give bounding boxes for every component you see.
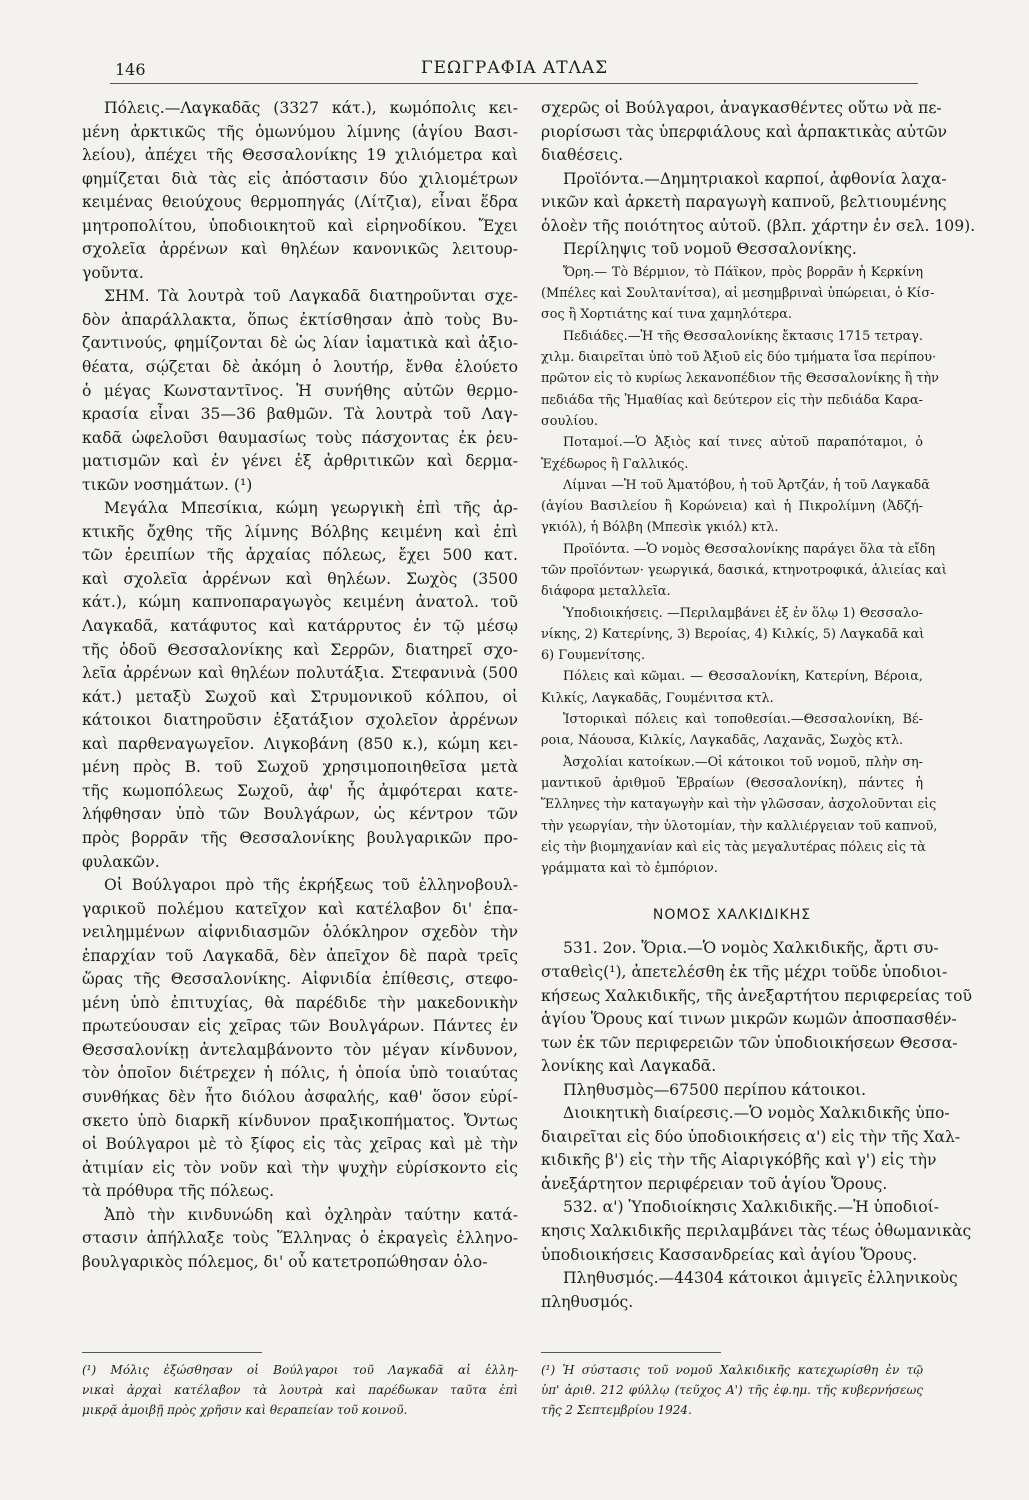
footnote-line: (¹) Μόλις ἐξώσθησαν οἱ Βούλγαροι τοῦ Λαγκαδᾶ αἱ ἑλλη- xyxy=(82,1363,518,1377)
body-line: ἐπαρχίαν τοῦ Λαγκαδᾶ, δὲν ἀπεῖχον δὲ παρὰ τρεῖς xyxy=(82,946,518,965)
body-line: λήφθησαν ὑπὸ τῶν Βουλγάρων, ὡς κέντρον τῶν xyxy=(82,805,518,824)
page-number: 146 xyxy=(115,60,146,79)
summary-line: πεδιάδα τῆς Ἠμαθίας καὶ δεύτερον εἰς τὴν πεδιάδα Καρα- xyxy=(541,392,923,408)
body-line: βουλγαρικὸς πόλεμος, δι' οὗ κατετροπώθησαν ὁλο- xyxy=(82,1252,488,1271)
body-line: ὑποδιοικήσεις Κασσανδρείας καὶ ἁγίου Ὅρους. xyxy=(541,1245,918,1264)
body-line: πρὸς βορρᾶν τῆς Θεσσαλονίκης βουλγαρικῶν προ- xyxy=(82,828,518,847)
section-heading: ΝΟΜΟΣ ΧΑΛΚΙΔΙΚΗΣ xyxy=(652,907,812,924)
summary-line: εἰς τὴν βιομηχανίαν καὶ εἰς τὰς μεγαλυτέρας πόλεις εἰς τὰ xyxy=(541,839,926,855)
body-line: τῆς κωμοπόλεως Σωχοῦ, ἀφ' ἧς ἀμφότεραι κατε- xyxy=(82,781,518,800)
body-line: Προϊόντα.—Δημητριακοὶ καρποί, ἀφθονία λαχα- xyxy=(563,169,947,188)
body-line: ὥρας τῆς Θεσσαλονίκης. Αἰφνιδία ἐπίθεσις, στεφο- xyxy=(82,970,518,989)
body-line: κάτ.) μεταξὺ Σωχοῦ καὶ Στρυμονικοῦ κόλπου, οἱ xyxy=(82,687,518,706)
body-line: καὶ σχολεῖα ἀρρένων καὶ θηλέων. Σωχὸς (3500 xyxy=(82,569,518,588)
body-line: τὸν ὁποῖον διέτρεχεν ἡ πόλις, ἡ ὁποία ὑπὸ τοιαύτας xyxy=(82,1064,518,1083)
summary-line: Ἐχέδωρος ἢ Γαλλικός. xyxy=(541,456,689,472)
summary-line: Ποταμοί.—Ὁ Ἀξιὸς καί τινες αὐτοῦ παραπόταμοι, ὁ xyxy=(563,435,923,451)
body-line: Οἱ Βούλγαροι πρὸ τῆς ἐκρήξεως τοῦ ἑλληνοβουλ- xyxy=(104,876,518,895)
summary-line: (ἁγίου Βασιλείου ἢ Κορώνεια) καὶ ἡ Πικρολίμνη (Ἀδζή- xyxy=(541,499,923,515)
body-line: κησις Χαλκιδικῆς περιλαμβάνει τὰς τέως ὀθωμανικὰς xyxy=(541,1222,972,1240)
body-line: 531. 2ον. Ὅρια.—Ὁ νομὸς Χαλκιδικῆς, ἄρτι συ- xyxy=(563,939,939,958)
left-footnote xyxy=(82,1360,518,1420)
body-line: σχερῶς οἱ Βούλγαροι, ἀναγκασθέντες οὕτω νὰ πε- xyxy=(541,99,942,117)
summary-line: Ὄρη.— Τὸ Βέρμιον, τὸ Πάϊκον, πρὸς βορρᾶν ἡ Κερκίνη xyxy=(563,264,923,280)
summary-line: Πόλεις καὶ κῶμαι. — Θεσσαλονίκη, Κατερίνη, Βέροια, xyxy=(563,669,923,685)
summary-line: Ἱστορικαὶ πόλεις καὶ τοποθεσίαι.—Θεσσαλονίκη, Βέ- xyxy=(563,712,923,728)
body-line: κιδικῆς β') εἰς τὴν τῆς Αἰαριγκόβῆς καὶ γ') εἰς τὴν xyxy=(541,1151,937,1170)
body-line: νειλημμένων αἰφνιδιασμῶν ὁλόκληρον σχεδὸν τὴν xyxy=(82,923,518,942)
summary-block xyxy=(541,262,947,880)
summary-line: Ἕλληνες τὴν καταγωγὴν καὶ τὴν γλῶσσαν, ἀσχολοῦνται εἰς xyxy=(541,797,937,813)
summary-line: γράμματα καὶ τὸ ἐμπόριον. xyxy=(541,861,718,877)
body-line: διαιρεῖται εἰς δύο ὑποδιοικήσεις α') εἰς τὴν τῆς Χαλ- xyxy=(541,1127,961,1146)
body-line: τῶν ἐρειπίων τῆς ἀρχαίας πόλεως, ἔχει 500 κατ. xyxy=(82,546,518,565)
body-line: Πόλεις.—Λαγκαδᾶς (3327 κάτ.), κωμόπολις κει- xyxy=(104,99,518,117)
body-line: μένη ὑπὸ ἐπιτυχίας, θὰ παρέδιδε τὴν μακεδονικὴν xyxy=(82,993,518,1012)
body-line: Λαγκαδᾶ, κατάφυτος καὶ κατάρρυτος ἐν τῷ μέσῳ xyxy=(82,617,518,636)
header-rule xyxy=(110,83,918,84)
summary-line: σος ἢ Χορτιάτης καί τινα χαμηλότερα. xyxy=(541,307,792,323)
summary-line: διάφορα μεταλλεῖα. xyxy=(541,584,671,600)
body-line: ἀνεξάρτητον περιφέρειαν τοῦ ἁγίου Ὄρους. xyxy=(541,1174,888,1193)
body-line: φημίζεται διὰ τὰς εἰς ἀπόστασιν δύο χιλιομέτρων xyxy=(82,169,518,188)
body-line: ἁγίου Ὅρους καί τινων μικρῶν κωμῶν ἀποσπασθέν- xyxy=(541,1010,957,1029)
body-line: καὶ παρθεναγωγεῖον. Λιγκοβάνη (850 κ.), κώμη κει- xyxy=(82,734,518,753)
running-title: ΓΕΩΓΡΑΦΙΑ ΑΤΛΑΣ xyxy=(420,58,609,78)
footnote-line: νικαὶ ἀρχαὶ κατέλαβον τὰ λουτρὰ καὶ παρέδωκαν ταῦτα ἐπὶ xyxy=(82,1383,518,1397)
body-line: σκετο ὑπὸ διαρκῆ κίνδυνον πραξικοπήματος. Ὄντως xyxy=(82,1111,518,1130)
summary-line: Ὑποδιοικήσεις. —Περιλαμβάνει ἐξ ἐν ὅλῳ 1) Θεσσαλο- xyxy=(563,605,923,621)
body-line: Μεγάλα Μπεσίκια, κώμη γεωργικὴ ἐπὶ τῆς ἀρ- xyxy=(104,499,518,518)
summary-line: (Μπέλες καὶ Σουλτανίτσα), αἱ μεσημβριναὶ ὑπώρειαι, ὁ Κίσ- xyxy=(541,286,935,302)
body-line: νικῶν καὶ ἀρκετὴ παραγωγὴ καπνοῦ, βελτιουμένης xyxy=(541,193,947,212)
summary-line: Πεδιάδες.—Ἡ τῆς Θεσσαλονίκης ἔκτασις 1715 τετραγ. xyxy=(563,328,923,344)
body-line: συνθήκας δὲν ἦτο διόλου ἀσφαλής, καθ' ὅσον εὑρί- xyxy=(82,1087,518,1106)
footnote-line: μικρᾷ ἀμοιβῇ πρὸς χρῆσιν καὶ θεραπείαν τοῦ κοινοῦ. xyxy=(82,1403,408,1417)
body-line: ὁ μέγας Κωνσταντῖνος. Ἡ συνήθης αὐτῶν θερμο- xyxy=(82,381,518,400)
body-line: στασιν ἀπήλλαξε τοὺς Ἕλληνας ὁ ἐκραγεὶς ἑλληνο- xyxy=(82,1229,518,1248)
body-line: θέατα, σῴζεται δὲ ἀκόμη ὁ λουτήρ, ἔνθα ἐλούετο xyxy=(82,358,518,377)
body-line: ζαντινούς, φημίζονται δὲ ὡς λίαν ἰαματικὰ καὶ ἀξιο- xyxy=(82,334,518,353)
summary-line: 6) Γουμενίτσης. xyxy=(541,648,646,664)
body-line: τὰ πρόθυρα τῆς πόλεως. xyxy=(82,1182,275,1201)
body-line: ματισμῶν καὶ ἐν γένει ἐξ ἀρθριτικῶν καὶ δερμα- xyxy=(82,452,518,471)
body-line: Περίληψις τοῦ νομοῦ Θεσσαλονίκης. xyxy=(563,240,857,259)
summary-line: Κιλκίς, Λαγκαδᾶς, Γουμένιτσα κτλ. xyxy=(541,690,774,706)
body-line: λείου), ἀπέχει τῆς Θεσσαλονίκης 19 χιλιόμετρα καὶ xyxy=(82,146,518,165)
summary-line: ροια, Νάουσα, Κιλκίς, Λαγκαδᾶς, Λαχανᾶς, Σωχὸς κτλ. xyxy=(541,733,904,749)
body-line: κάτ.), κώμη καπνοπαραγωγὸς κειμένη ἀνατολ. τοῦ xyxy=(82,593,518,612)
body-line: κήσεως Χαλκιδικῆς, τῆς ἀνεξαρτήτου περιφερείας τοῦ xyxy=(541,986,972,1005)
body-line: μένη πρὸς Β. τοῦ Σωχοῦ χρησιμοποιηθεῖσα μετὰ xyxy=(82,758,518,777)
body-line: κάτοικοι διατηροῦσιν ἑξατάξιον σχολεῖον ἀρρένων xyxy=(82,711,518,730)
body-line: Ἀπὸ τὴν κινδυνώδη καὶ ὀχληρὰν ταύτην κατά- xyxy=(104,1205,518,1224)
body-line: ὁλοὲν τῆς ποιότητος αὐτοῦ. (βλπ. χάρτην ἐν σελ. 109). xyxy=(541,216,976,235)
body-line: κειμένας θειούχους θερμοπηγάς (Λίτζια), εἶναι ἕδρα xyxy=(82,193,518,212)
right-column xyxy=(541,97,976,1314)
summary-line: σουλίου. xyxy=(541,413,598,429)
body-line: φυλακῶν. xyxy=(82,852,160,871)
footnote-line: ὑπ' ἀριθ. 212 φύλλῳ (τεῦχος Α') τῆς ἐφ.ημ. τῆς κυβερνήσεως xyxy=(541,1383,923,1397)
right-footnote-rule xyxy=(541,1352,721,1353)
summary-line: Προϊόντα. —Ὁ νομὸς Θεσσαλονίκης παράγει ὅλα τὰ εἴδη xyxy=(563,541,936,557)
body-line: πληθυσμός. xyxy=(541,1292,634,1311)
body-line: Πληθυσμὸς—67500 περίπου κάτοικοι. xyxy=(563,1080,867,1099)
body-line: διαθέσεις. xyxy=(541,146,624,165)
body-line: ἀτιμίαν εἰς τὸν νοῦν καὶ τὴν ψυχὴν εὑρίσκοντο εἰς xyxy=(82,1158,518,1177)
summary-line: Ἀσχολίαι κατοίκων.—Οἱ κάτοικοι τοῦ νομοῦ, πλὴν ση- xyxy=(563,754,923,770)
summary-line: μαντικοῦ ἀριθμοῦ Ἑβραίων (Θεσσαλονίκη), πάντες ἡ xyxy=(541,775,923,791)
body-line: πρωτεύουσαν εἰς χεῖρας τῶν Βουλγάρων. Πάντες ἐν xyxy=(82,1017,518,1036)
body-line: μένη ἀρκτικῶς τῆς ὁμωνύμου λίμνης (ἁγίου Βασι- xyxy=(82,122,518,141)
body-line: κτικῆς ὄχθης τῆς λίμνης Βόλβης κειμένη καὶ ἐπὶ xyxy=(82,522,518,541)
body-line: λονίκης καὶ Λαγκαδᾶ. xyxy=(541,1057,717,1076)
body-line: ΣΗΜ. Τὰ λουτρὰ τοῦ Λαγκαδᾶ διατηροῦνται σχε- xyxy=(104,287,518,306)
body-line: τικῶν νοσημάτων. (¹) xyxy=(82,475,253,494)
summary-line: πρῶτον εἰς τὸ κυρίως λεκανοπέδιον τῆς Θεσσαλονίκης ἢ τὴν xyxy=(541,371,939,387)
body-line: καδᾶ ὠφελοῦσι θαυμασίως τοὺς πάσχοντας ἐκ ῥευ- xyxy=(82,428,518,447)
body-line: Διοικητικὴ διαίρεσις.—Ὁ νομὸς Χαλκιδικῆς ὑπο- xyxy=(563,1104,950,1123)
body-line: οἱ Βούλγαροι μὲ τὸ ξίφος εἰς τὰς χεῖρας καὶ μὲ τὴν xyxy=(82,1135,518,1154)
left-footnote-rule xyxy=(82,1352,262,1353)
right-footnote xyxy=(541,1360,923,1420)
left-column xyxy=(82,97,518,1274)
footnote-line: τῆς 2 Σεπτεμβρίου 1924. xyxy=(541,1403,692,1417)
summary-line: τὴν γεωργίαν, τὴν ὑλοτομίαν, τὴν καλλιέργειαν τοῦ καπνοῦ, xyxy=(541,818,938,834)
summary-line: νίκης, 2) Κατερίνης, 3) Βεροίας, 4) Κιλκίς, 5) Λαγκαδᾶ καὶ xyxy=(541,626,925,642)
body-line: των ἐκ τῶν περιφερειῶν τῶν ὑποδιοικήσεων Θεσσα- xyxy=(541,1033,958,1052)
body-line: ριορίσωσι τὰς ὑπερφιάλους καὶ ἁρπακτικὰς αὐτῶν xyxy=(541,122,947,141)
body-line: μητροπολίτου, ὑποδιοικητοῦ καὶ εἰρηνοδίκου. Ἔχει xyxy=(82,216,518,235)
body-line: 532. α') Ὑποδιοίκησις Χαλκιδικῆς.—Ἡ ὑποδιοί- xyxy=(563,1198,940,1217)
body-line: Θεσσαλονίκῃ ἀντελαμβάνοντο τὸν μέγαν κίνδυνον, xyxy=(82,1040,518,1059)
body-line: σχολεῖα ἀρρένων καὶ θηλέων κανονικῶς λειτουρ- xyxy=(82,240,518,259)
body-line: Πληθυσμός.—44304 κάτοικοι ἀμιγεῖς ἑλληνικοὺς xyxy=(563,1269,958,1288)
body-line: τῆς ὁδοῦ Θεσσαλονίκης καὶ Σερρῶν, διατηρεῖ σχο- xyxy=(82,640,518,659)
body-line: δὸν ἀπαράλλακτα, ὅπως ἐκτίσθησαν ἀπὸ τοὺς Βυ- xyxy=(82,310,518,329)
body-line: κρασία εἶναι 35—36 βαθμῶν. Τὰ λουτρὰ τοῦ Λαγ- xyxy=(82,405,518,424)
summary-line: Λίμναι —Ἡ τοῦ Ἀματόβου, ἡ τοῦ Ἀρτζάν, ἡ τοῦ Λαγκαδᾶ xyxy=(563,477,930,493)
summary-line: τῶν προϊόντων· γεωργικά, δασικά, κτηνοτροφικά, ἁλιείας καὶ xyxy=(541,562,947,578)
body-line: σταθεὶς(¹), ἀπετελέσθη ἐκ τῆς μέχρι τοῦδε ὑποδιοι- xyxy=(541,962,948,981)
body-line: λεῖα ἀρρένων καὶ θηλέων πολυτάξια. Στεφανινὰ (500 xyxy=(82,664,518,683)
footnote-line: (¹) Ἡ σύστασις τοῦ νομοῦ Χαλκιδικῆς κατεχωρίσθη ἐν τῷ xyxy=(541,1363,923,1377)
summary-line: χιλμ. διαιρεῖται ὑπὸ τοῦ Ἀξιοῦ εἰς δύο τμήματα ἴσα περίπου· xyxy=(541,350,937,366)
body-line: γαρικοῦ πολέμου κατεῖχον καὶ κατέλαβον δι' ἐπα- xyxy=(82,899,518,918)
summary-line: γκιόλ), ἡ Βόλβη (Μπεσὶκ γκιόλ) κτλ. xyxy=(541,520,779,536)
body-line: γοῦντα. xyxy=(82,263,144,282)
